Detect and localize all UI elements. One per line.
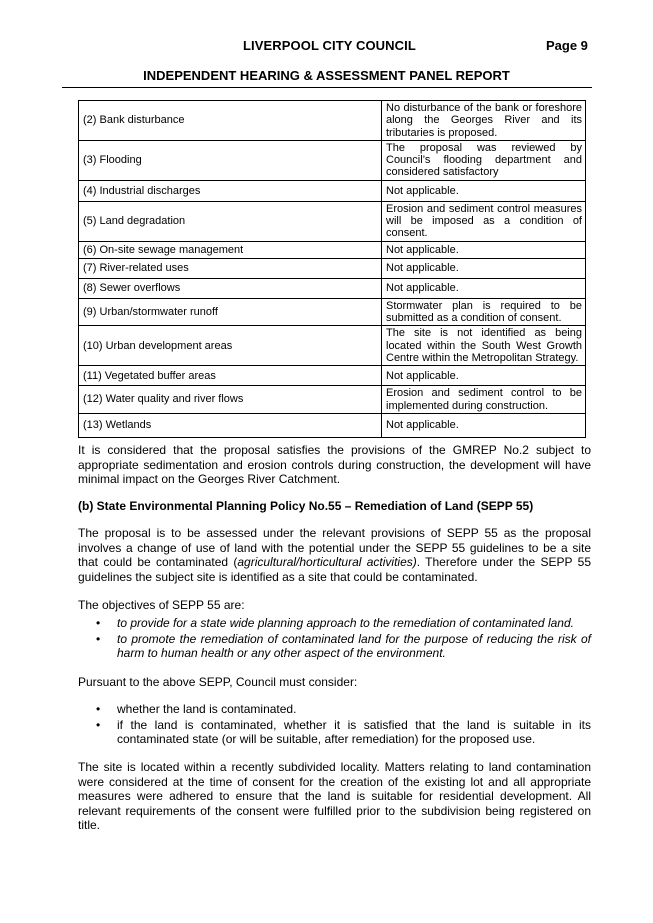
page-header [0,0,653,90]
table-cell-comment: The site is not identified as being located within the South West Growth Centre within the Metropolitan Strategy. [382,326,586,366]
paragraph-text [78,526,591,584]
table-cell-comment: Not applicable. [382,366,586,386]
list-item [78,616,591,631]
table-cell-comment: No disturbance of the bank or foreshore along the Georges River and its tributaries is proposed. [382,101,586,141]
paragraph-text: The site is located within a recently subdivided locality. Matters relating to land contamination were considered at the time of consent for the creation of the existing lot and all appropriate measures were adhered to ensure that the land is suitable for residential development. All relevant requirements of the consent were fulfilled prior to the subdivision being registered on title. [78,760,591,833]
table-cell-comment: Not applicable. [382,413,586,437]
objectives-intro: The objectives of SEPP 55 are: [78,598,245,612]
table-cell-comment: Stormwater plan is required to be submitted as a condition of consent. [382,298,586,326]
council-name: LIVERPOOL CITY COUNCIL [243,38,416,53]
table-cell-comment: The proposal was reviewed by Council’s flooding department and considered satisfactory [382,140,586,180]
table-cell-comment: Not applicable. [382,278,586,298]
objectives-list [78,616,591,662]
header-divider [62,87,592,88]
gmrep-assessment-table [78,100,586,438]
list-item-text: to promote the remediation of contaminated land for the purpose of reducing the risk of harm to human health or any other aspect of the environment. [117,631,591,661]
table-cell-item: (9) Urban/stormwater runoff [79,298,382,326]
table-cell-item: (4) Industrial discharges [79,180,382,201]
paragraph-text-italic: agricultural/horticultural activities) [237,555,417,570]
table-row [79,366,586,386]
contamination-paragraph [78,760,591,833]
list-item [78,702,591,717]
table-cell-comment: Erosion and sediment control to be implemented during construction. [382,386,586,414]
paragraph-text: It is considered that the proposal satisfies the provisions of the GMREP No.2 subject to appropriate sedimentation and erosion controls during construction, the development will have minimal impact on the Georges River Catchment. [78,443,591,487]
list-item [78,632,591,661]
table-cell-item: (8) Sewer overflows [79,278,382,298]
table-cell-comment: Not applicable. [382,258,586,278]
report-title: INDEPENDENT HEARING & ASSESSMENT PANEL REPORT [143,68,510,83]
table-cell-item: (2) Bank disturbance [79,101,382,141]
paragraph-text-part: . Therefore under the SEPP 55 guidelines the subject site is identified as a site that could be contaminated. [78,555,591,584]
table-cell-item: (7) River-related uses [79,258,382,278]
consider-intro: Pursuant to the above SEPP, Council must consider: [78,675,358,689]
page-number: Page 9 [546,38,588,53]
table-row [79,180,586,201]
table-cell-item: (10) Urban development areas [79,326,382,366]
table-row [79,278,586,298]
table-cell-item: (12) Water quality and river flows [79,386,382,414]
table-row [79,201,586,241]
table-row [79,241,586,258]
table-row [79,298,586,326]
table-row [79,413,586,437]
table-cell-comment: Not applicable. [382,180,586,201]
table-row [79,326,586,366]
table-cell-item: (13) Wetlands [79,413,382,437]
list-item [78,718,591,747]
table-row [79,386,586,414]
list-item-text: to provide for a state wide planning approach to the remediation of contaminated land. [117,616,574,630]
conclusion-paragraph [78,443,591,487]
bullet-icon: • [96,616,101,630]
table-cell-comment: Erosion and sediment control measures will be imposed as a condition of consent. [382,201,586,241]
list-item-text: whether the land is contaminated. [117,702,297,716]
table-row [79,140,586,180]
table-row [79,258,586,278]
table-cell-item: (11) Vegetated buffer areas [79,366,382,386]
table-row [79,101,586,141]
bullet-icon: • [96,717,101,732]
paragraph-text-part: The proposal is to be assessed under the relevant provisions of SEPP 55 as the proposal involves a change of use of land with the potential under the SEPP 55 guidelines to be a site that could be contaminated ( [78,526,591,570]
table-cell-item: (3) Flooding [79,140,382,180]
considerations-list [78,702,591,748]
bullet-icon: • [96,702,101,716]
sepp55-paragraph [78,526,591,584]
bullet-icon: • [96,631,101,646]
table-cell-item: (6) On-site sewage management [79,241,382,258]
table-cell-comment: Not applicable. [382,241,586,258]
section-heading-b: (b) State Environmental Planning Policy No.55 – Remediation of Land (SEPP 55) [78,499,534,513]
table-cell-item: (5) Land degradation [79,201,382,241]
list-item-text: if the land is contaminated, whether it is satisfied that the land is suitable in its contaminated state (or will be suitable, after remediation) for the proposed use. [117,717,591,747]
